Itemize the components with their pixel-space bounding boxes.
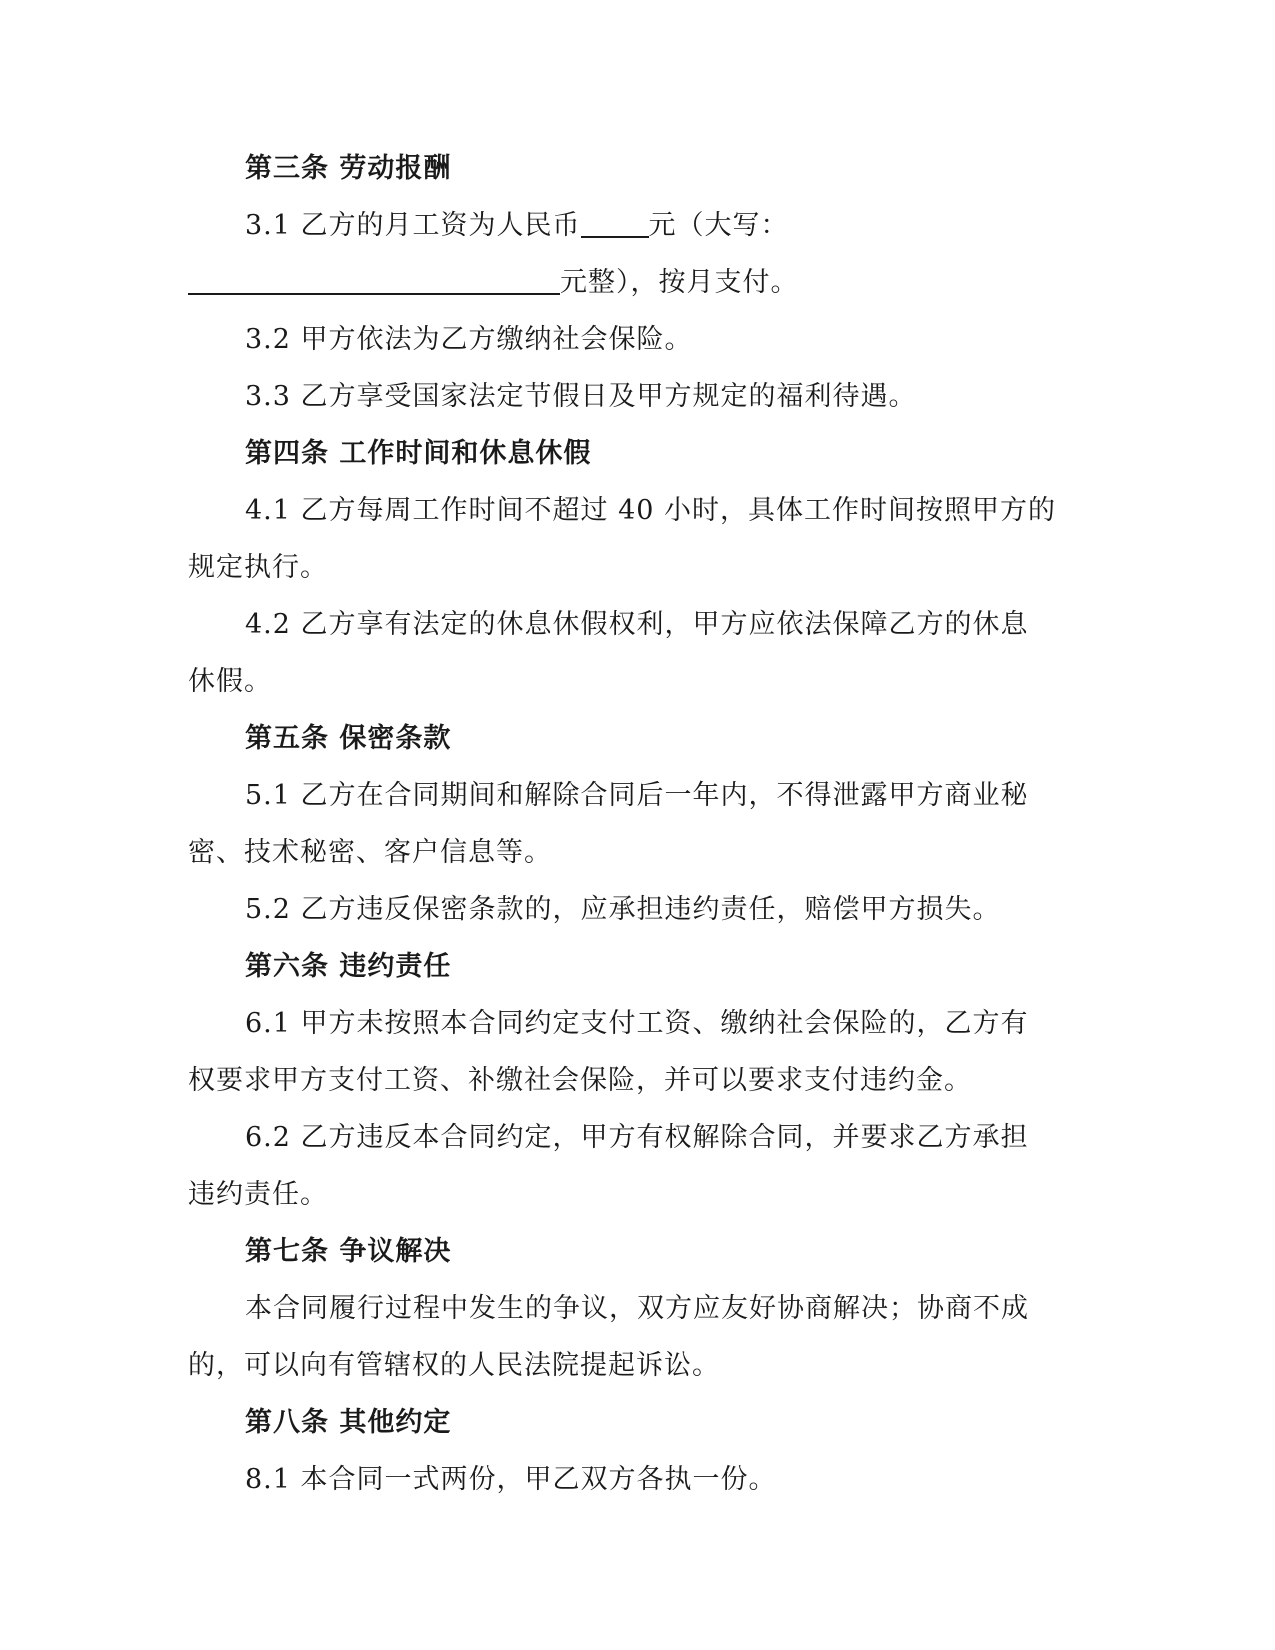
article-3-heading: 第三条 劳动报酬 bbox=[245, 153, 452, 184]
clause-3-1-text-b: 元（大写： bbox=[648, 210, 789, 241]
clause-4-2-line-2: 休假。 bbox=[188, 666, 272, 697]
clause-4-2-line-1: 4.2 乙方享有法定的休息休假权利，甲方应依法保障乙方的休息 bbox=[245, 609, 1029, 640]
clause-3-1-continued bbox=[188, 254, 1078, 311]
clause-5-2: 5.2 乙方违反保密条款的，应承担违约责任，赔偿甲方损失。 bbox=[245, 894, 1001, 925]
contract-body bbox=[188, 140, 1078, 1508]
clause-6-2-line-1: 6.2 乙方违反本合同约定，甲方有权解除合同，并要求乙方承担 bbox=[245, 1122, 1029, 1153]
clause-3-1-text-c: 元整），按月支付。 bbox=[560, 267, 799, 298]
salary-amount-blank bbox=[581, 206, 649, 238]
clause-5-1-line-2: 密、技术秘密、客户信息等。 bbox=[188, 837, 552, 868]
clause-3-3: 3.3 乙方享受国家法定节假日及甲方规定的福利待遇。 bbox=[245, 381, 917, 412]
clause-4-1-line-1: 4.1 乙方每周工作时间不超过 40 小时，具体工作时间按照甲方的 bbox=[245, 495, 1057, 526]
article-6-heading: 第六条 违约责任 bbox=[245, 951, 452, 982]
clause-6-1-line-1: 6.1 甲方未按照本合同约定支付工资、缴纳社会保险的，乙方有 bbox=[245, 1008, 1029, 1039]
article-8-heading: 第八条 其他约定 bbox=[245, 1407, 452, 1438]
article-7-body-line-2: 的，可以向有管辖权的人民法院提起诉讼。 bbox=[188, 1350, 720, 1381]
clause-8-1: 8.1 本合同一式两份，甲乙双方各执一份。 bbox=[245, 1464, 777, 1495]
clause-6-2-line-2: 违约责任。 bbox=[188, 1179, 328, 1210]
article-5-heading: 第五条 保密条款 bbox=[245, 723, 452, 754]
clause-3-1 bbox=[188, 197, 1078, 254]
article-7-heading: 第七条 争议解决 bbox=[245, 1236, 452, 1267]
clause-3-2: 3.2 甲方依法为乙方缴纳社会保险。 bbox=[245, 324, 693, 355]
clause-4-1-line-2: 规定执行。 bbox=[188, 552, 328, 583]
clause-5-1-line-1: 5.1 乙方在合同期间和解除合同后一年内，不得泄露甲方商业秘 bbox=[245, 780, 1029, 811]
article-4-heading: 第四条 工作时间和休息休假 bbox=[245, 438, 592, 469]
article-7-body-line-1: 本合同履行过程中发生的争议，双方应友好协商解决；协商不成 bbox=[245, 1293, 1029, 1324]
clause-6-1-line-2: 权要求甲方支付工资、补缴社会保险，并可以要求支付违约金。 bbox=[188, 1065, 972, 1096]
clause-3-1-text-a: 3.1 乙方的月工资为人民币 bbox=[245, 210, 581, 241]
salary-uppercase-blank bbox=[188, 263, 560, 295]
